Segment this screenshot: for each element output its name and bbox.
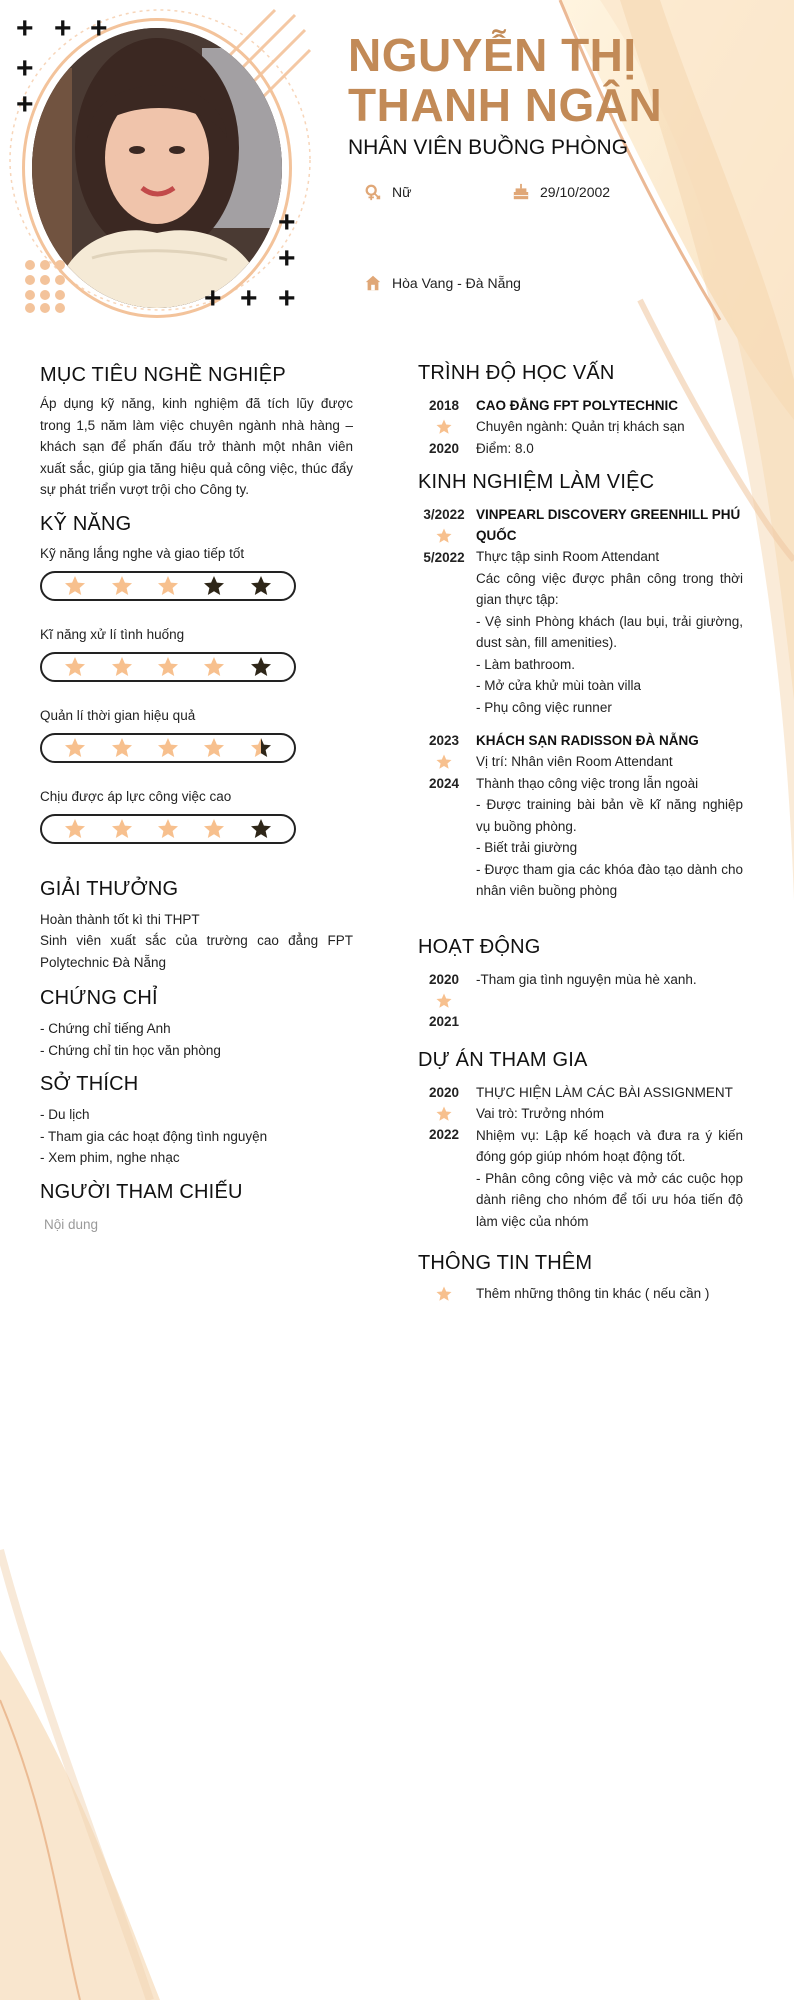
skill-rating-bar (40, 733, 296, 763)
end-date: 5/2022 (423, 549, 465, 565)
skill-name: Kỹ năng lắng nghe và giao tiếp tốt (40, 545, 245, 561)
cake-icon (512, 183, 530, 201)
rating-star-icon (63, 736, 87, 760)
skill-item (40, 708, 353, 763)
gender-row (364, 183, 411, 201)
school-name: CAO ĐẲNG FPT POLYTECHNIC (476, 398, 679, 413)
rating-star-icon (110, 655, 134, 679)
objective-text: Áp dụng kỹ năng, kinh nghiệm đã tích lũy được trong 1,5 năm làm việc chuyên ngành nhà hàng – khách sạn để phấn đấu trở thành một nhân viên xuất sắc, giúp gia tăng hiệu quả công việc, thúc đẩy sự phát triển vượt trội cho Công ty. (40, 396, 353, 497)
more-info-title: THÔNG TIN THÊM (418, 1252, 593, 1274)
experience-details (470, 504, 743, 718)
rating-star-icon (202, 736, 226, 760)
objective-title: MỤC TIÊU NGHỀ NGHIỆP (40, 364, 286, 386)
experience-details (470, 730, 743, 902)
hobby-item: - Tham gia các hoạt động tình nguyện (40, 1128, 268, 1144)
project-entry (418, 1082, 743, 1233)
rating-star-icon (156, 817, 180, 841)
certificate-item: - Chứng chỉ tiếng Anh (40, 1021, 171, 1036)
activity-text: -Tham gia tình nguyện mùa hè xanh. (476, 971, 697, 987)
rating-star-icon (156, 574, 180, 598)
skill-name: Quản lí thời gian hiệu quả (40, 707, 196, 723)
rating-star-icon (110, 574, 134, 598)
experience-entry (418, 504, 743, 718)
timeline-star-icon (418, 1283, 470, 1304)
experience-line: - Được training bài bản về kĩ năng nghiệp vụ buồng phòng. (476, 797, 743, 834)
birthday-row (512, 183, 610, 201)
education-details (470, 395, 743, 459)
plus-icon: + (16, 12, 34, 45)
profile-photo (32, 28, 282, 308)
hobby-item: - Du lịch (40, 1107, 90, 1122)
timeline-star-icon (418, 990, 470, 1011)
profile-photo-frame (22, 18, 292, 318)
project-line: Nhiệm vụ: Lập kế hoạch và đưa ra ý kiến đóng góp giúp nhóm hoạt động tốt. (476, 1127, 743, 1164)
activities-title: HOẠT ĐỘNG (418, 935, 541, 958)
project-line: Vai trò: Trưởng nhóm (476, 1106, 604, 1121)
experience-line: - Biết trải giường (476, 840, 578, 855)
plus-icon: + (278, 206, 296, 239)
skill-item (40, 627, 353, 682)
end-date: 2021 (428, 1014, 460, 1029)
rating-star-icon (202, 655, 226, 679)
skill-name: Kĩ năng xử lí tình huống (40, 626, 185, 642)
skills-list (40, 546, 353, 844)
timeline-dates (418, 969, 470, 1033)
right-column (418, 362, 743, 1305)
experience-line: - Phụ công việc runner (476, 699, 612, 715)
experience-title: KINH NGHIỆM LÀM VIỆC (418, 471, 655, 493)
timeline-star-icon (418, 526, 470, 547)
certificates-title: CHỨNG CHỈ (40, 987, 158, 1009)
company-name: KHÁCH SẠN RADISSON ĐÀ NẴNG (476, 733, 699, 748)
experience-entry (418, 730, 743, 902)
plus-icon: + (16, 52, 34, 85)
rating-star-icon (110, 736, 134, 760)
experience-line: - Được tham gia các khóa đào tạo dành cho nhân viên buồng phòng (476, 861, 743, 898)
start-date: 2018 (428, 398, 460, 413)
plus-icon: + (16, 88, 34, 121)
name-line-1: NGUYỄN THỊ (348, 29, 637, 81)
candidate-name (348, 30, 662, 130)
skill-name: Chịu được áp lực công việc cao (40, 788, 232, 804)
timeline-star-icon (418, 1103, 470, 1124)
certificate-item: - Chứng chỉ tin học văn phòng (40, 1042, 221, 1058)
home-icon (364, 274, 382, 292)
activity-entry (418, 969, 743, 1033)
job-title: NHÂN VIÊN BUỒNG PHÒNG (348, 136, 629, 159)
rating-star-icon (202, 817, 226, 841)
experience-line: - Mở cửa khử mùi toàn villa (476, 678, 641, 693)
plus-icon: + (90, 12, 108, 45)
project-name: THỰC HIỆN LÀM CÁC BÀI ASSIGNMENT (476, 1084, 733, 1100)
experience-line: - Vệ sinh Phòng khách (lau bụi, trải giường, dust sàn, fill amenities). (476, 613, 743, 650)
experience-line: Thành thạo công việc trong lẫn ngoài (476, 775, 699, 791)
education-title: TRÌNH ĐỘ HỌC VẤN (418, 362, 615, 384)
rating-star-icon (249, 574, 273, 598)
start-date: 2020 (428, 1084, 460, 1100)
project-details (470, 1082, 743, 1233)
timeline-dates (418, 730, 470, 902)
rating-star-icon (156, 655, 180, 679)
activity-details (470, 969, 743, 1033)
gender-icon (364, 183, 382, 201)
skill-rating-bar (40, 571, 296, 601)
awards-title: GIẢI THƯỞNG (40, 877, 179, 900)
plus-icon: + (278, 242, 296, 275)
hobbies-title: SỞ THÍCH (40, 1073, 139, 1095)
skill-rating-bar (40, 652, 296, 682)
timeline-dates (418, 504, 470, 718)
rating-star-icon (249, 736, 273, 760)
address-value: Hòa Vang - Đà Nẵng (392, 275, 521, 291)
timeline-dates (418, 1082, 470, 1233)
skill-rating-bar (40, 814, 296, 844)
profile-photo-illustration (32, 28, 282, 308)
timeline-star-icon (418, 752, 470, 773)
skill-item (40, 789, 353, 844)
rating-star-icon (156, 736, 180, 760)
start-date: 2020 (428, 971, 460, 987)
education-entry (418, 395, 743, 459)
timeline-dates (418, 1283, 470, 1305)
plus-icon: + (204, 282, 222, 315)
project-line: - Phân công công việc và mở các cuộc họp dành riêng cho nhóm để tối ưu hóa tiến độ làm việc của nhóm (476, 1170, 743, 1229)
experience-line: - Làm bathroom. (476, 656, 576, 672)
major: Chuyên ngành: Quản trị khách sạn (476, 419, 685, 434)
award-line: Sinh viên xuất sắc của trường cao đẳng FPT Polytechnic Đà Nẵng (40, 933, 353, 970)
address-row (364, 274, 521, 292)
more-info-details (470, 1283, 743, 1305)
start-date: 2023 (428, 733, 460, 748)
skills-title: KỸ NĂNG (40, 512, 132, 535)
more-info-text: Thêm những thông tin khác ( nếu cần ) (476, 1286, 710, 1301)
company-name: VINPEARL DISCOVERY GREENHILL PHÚ QUỐC (476, 507, 741, 543)
skill-item (40, 546, 353, 601)
projects-title: DỰ ÁN THAM GIA (418, 1048, 588, 1071)
rating-star-icon (249, 655, 273, 679)
plus-icon: + (278, 282, 296, 315)
experience-line: Vị trí: Nhân viên Room Attendant (476, 754, 673, 769)
plus-icon: + (240, 282, 258, 315)
experience-line: Thực tập sinh Room Attendant (476, 549, 660, 564)
grade: Điểm: 8.0 (476, 440, 534, 456)
rating-star-icon (63, 574, 87, 598)
start-date: 3/2022 (423, 507, 465, 522)
gender-value: Nữ (392, 184, 412, 200)
award-line: Hoàn thành tốt kì thi THPT (40, 911, 200, 927)
rating-star-icon (249, 817, 273, 841)
rating-star-icon (110, 817, 134, 841)
hobby-item: - Xem phim, nghe nhạc (40, 1150, 180, 1165)
more-info-entry (418, 1283, 743, 1305)
birthday-value: 29/10/2002 (540, 184, 611, 200)
timeline-dates (418, 395, 470, 459)
references-title: NGƯỜI THAM CHIẾU (40, 1180, 243, 1203)
references-placeholder[interactable]: Nội dung (44, 1216, 99, 1232)
timeline-star-icon (418, 417, 470, 438)
rating-star-icon (63, 817, 87, 841)
left-column (40, 364, 353, 1235)
experience-line: Các công việc được phân công trong thời gian thực tập: (476, 570, 743, 607)
plus-icon: + (54, 12, 72, 45)
rating-star-icon (63, 655, 87, 679)
rating-star-icon (202, 574, 226, 598)
name-line-2: THANH NGÂN (348, 79, 663, 131)
end-date: 2024 (428, 775, 460, 791)
end-date: 2022 (428, 1127, 460, 1142)
end-date: 2020 (428, 440, 460, 456)
